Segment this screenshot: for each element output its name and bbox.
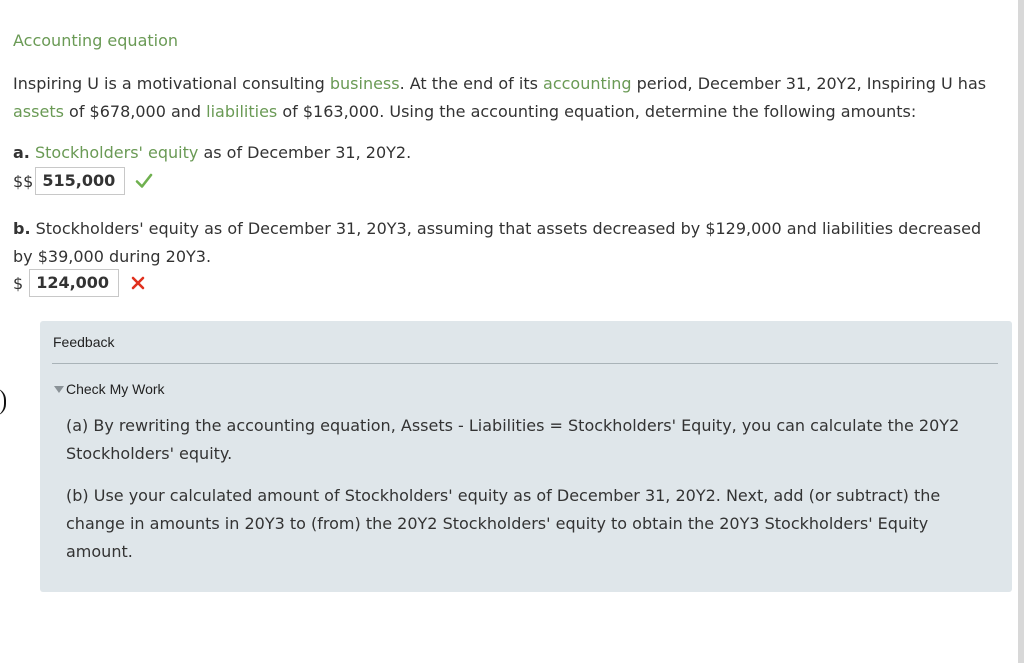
term-liabilities-link[interactable]: liabilities: [206, 102, 278, 121]
triangle-down-icon: [54, 386, 64, 393]
answer-row-b: [13, 269, 145, 297]
answer-input-b[interactable]: 124,000: [29, 269, 119, 297]
page-scrollbar[interactable]: [1018, 0, 1024, 663]
feedback-panel: [40, 321, 1012, 592]
checkmark-icon: [135, 172, 153, 190]
problem-text-4: of $678,000 and: [63, 102, 207, 121]
term-accounting-link[interactable]: accounting: [543, 74, 632, 93]
left-edge-mark: [0, 388, 6, 416]
x-icon: [131, 276, 145, 290]
currency-symbol-b: $: [13, 273, 24, 293]
term-business-link[interactable]: business: [329, 74, 400, 93]
question-b: [13, 215, 1003, 271]
problem-text-2: . At the end of its: [399, 74, 544, 93]
problem-statement: [13, 70, 1003, 126]
problem-text-5: of $163,000. Using the accounting equation, determine the following amounts:: [277, 102, 917, 121]
answer-row-a: [13, 167, 153, 195]
answer-input-a[interactable]: 515,000: [35, 167, 125, 195]
question-a-label: a.: [13, 143, 30, 162]
term-stockholders-equity-link[interactable]: Stockholders' equity: [34, 143, 199, 162]
question-b-text: Stockholders' equity as of December 31, 20Y3, assuming that assets decreased by $129,000 and liabilities decreased by $39,000 during 20Y3.: [13, 219, 982, 266]
problem-text-3: period, December 31, 20Y2, Inspiring U has: [631, 74, 987, 93]
feedback-hint-a: (a) By rewriting the accounting equation, Assets - Liabilities = Stockholders' Equity, you can calculate the 20Y2 Stockholders' equity.: [66, 416, 960, 463]
term-assets-link[interactable]: assets: [13, 102, 64, 121]
feedback-hint-b: (b) Use your calculated amount of Stockholders' equity as of December 31, 20Y2. Next, add (or subtract) the change in amounts in 20Y3 to (from) the 20Y2 Stockholders' equity to obtain the 20Y3 Stockholders' Equity amount.: [66, 486, 941, 561]
question-a-text: as of December 31, 20Y2.: [198, 143, 412, 162]
question-b-label: b.: [13, 219, 31, 238]
feedback-divider: [52, 363, 998, 364]
currency-symbol-a: $$: [13, 171, 34, 191]
page-title: Accounting equation: [13, 31, 179, 50]
problem-text-1: Inspiring U is a motivational consulting: [13, 74, 330, 93]
check-my-work-toggle[interactable]: [54, 381, 165, 397]
feedback-title: Feedback: [53, 334, 115, 350]
check-my-work-label: Check My Work: [66, 381, 165, 397]
question-a: [13, 142, 411, 164]
